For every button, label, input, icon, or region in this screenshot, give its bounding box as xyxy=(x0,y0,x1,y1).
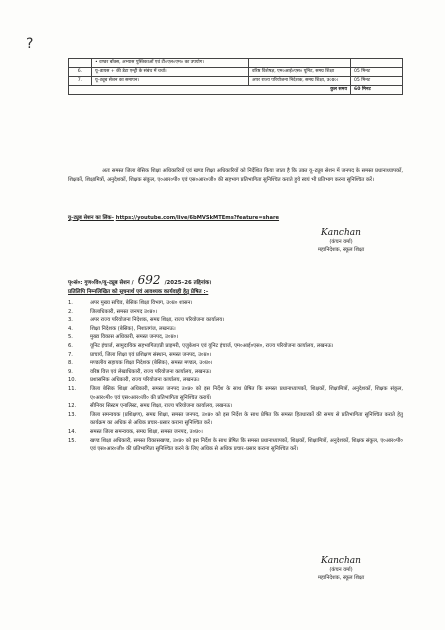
reference-suffix: /2025–26 तद्दिनांक। xyxy=(164,280,212,286)
list-item: 12. सीनियर सिस्टम एनालिस्ट, समग्र शिक्षा, राज्य परियोजना कार्यालय, लखनऊ। xyxy=(68,403,233,410)
signature-image: Kanchan xyxy=(321,228,361,238)
signatory-name: (कंचन वर्मा) xyxy=(329,567,353,573)
total-label: कुल समय xyxy=(69,86,351,95)
row-time xyxy=(351,59,403,68)
table-row xyxy=(69,59,403,68)
list-item: 13. जिला समन्वयक (प्रशिक्षण), समग्र शिक्षा, समस्त जनपद, उ०प्र० को इस निर्देश के साथ प्रेषित कि समस्त हितधारकों की समय से प्रतिभागिता सुनिश्चित कराते हेतु कार्यक्रम का अधिक से अधिक प्रचार–प्रसार कराना सुनिश्चित करें। xyxy=(68,411,403,427)
list-item: 4. शिक्षा निदेशक (बेसिक), निशातगंज, लखनऊ। xyxy=(68,325,176,332)
reference-prefix: पृ०सं०: गुण०वि०/यू–ट्यूब सेशन / xyxy=(68,280,134,286)
schedule-table xyxy=(68,58,403,95)
signatory-designation: महानिदेशक, स्कूल शिक्षा xyxy=(317,575,365,581)
list-item: 10. प्रशासनिक अधिकारी, राज्य परियोजना कार्यालय, लखनऊ। xyxy=(68,377,200,384)
youtube-link[interactable]: https://youtube.com/live/6bMVSkMTEms?feature=share xyxy=(115,215,280,221)
row-time: 05 मिनट xyxy=(351,77,403,86)
link-label: यू–ट्यूब सेशन का लिंक– xyxy=(68,215,114,221)
copy-heading: प्रतिलिपि निम्नलिखित को सूचनार्थ एवं आवश्यक कार्यवाही हेतु प्रेषित :– xyxy=(68,289,209,295)
list-item: 15. खण्ड शिक्षा अधिकारी, समस्त विकासखण्ड, उ०प्र० को इस निर्देश के साथ प्रेषित कि समस्त प्रधानाध्यापकों, शिक्षकों, शिक्षामित्रों, अनुदेशकों, शिक्षक संकुल, ए०आर०पी० एवं एस०आर०जी० की प्रतिभागिता सुनिश्चित करने के लिए अधिक से अधिक प्रचार–प्रसार कराना सुनिश्चित करें। xyxy=(68,437,403,453)
signature-image: Kanchan xyxy=(321,556,361,566)
list-item: 11. जिला बेसिक शिक्षा अधिकारी, समस्त जनपद उ०प्र० को इस निर्देश के साथ प्रेषित कि समस्त प्रधानाध्यापकों, शिक्षकों, शिक्षामित्रों, अनुदेशकों, शिक्षक संकुल, ए०आर०पी० एवं एस०आर०जी० की प्रतिभागिता सुनिश्चित करायें। xyxy=(68,385,403,401)
list-item: 6. यूनिट इंचार्ज, सामुदायिक सहभागिता/प्री प्राइमरी, एजुकेशन एवं यूनिट इंचार्ज, एम०आई०एस०, राज्य परियोजना कार्यालय, लखनऊ। xyxy=(68,342,334,349)
row-activity: • वण्डर बॉक्स, अभ्यास पुस्तिकाओं एवं टी०एल०एम० का उपयोग। xyxy=(92,59,249,68)
row-resource: अपर राज्य परियोजना निदेशक, समग्र शिक्षा, उ०प्र०। xyxy=(249,77,351,86)
list-item: 9. वरिष्ठ वित्त एवं लेखाधिकारी, राज्य परियोजना कार्यालय, लखनऊ। xyxy=(68,368,212,375)
list-item: 3. अपर राज्य परियोजना निदेशक, समग्र शिक्षा, राज्य परियोजना कार्यालय। xyxy=(68,317,225,324)
link-line xyxy=(68,213,403,221)
table-row xyxy=(69,77,403,86)
signature-block-top xyxy=(296,228,386,254)
instruction-paragraph xyxy=(68,167,403,184)
table-row xyxy=(69,68,403,77)
row-number: 6. xyxy=(69,68,92,77)
total-value: 60 मिनट xyxy=(351,86,403,95)
list-item: 14. समस्त जिला समन्वयक, समग्र शिक्षा, समस्त जनपद, उ०प्र०। xyxy=(68,428,203,435)
corner-mark: ? xyxy=(26,36,34,52)
row-activity: यू–डायस + की डेटा एन्ट्री के संबंध में चर्चा। xyxy=(92,68,249,77)
row-resource xyxy=(249,59,351,68)
signatory-designation: महानिदेशक, स्कूल शिक्षा xyxy=(317,247,365,253)
signatory-name: (कंचन वर्मा) xyxy=(329,239,353,245)
reference-number: 692 xyxy=(137,273,161,287)
list-item: 2. जिलाधिकारी, समस्त जनपद उ०प्र०। xyxy=(68,308,158,315)
table-total-row xyxy=(69,86,403,95)
reference-line xyxy=(68,273,211,287)
list-item: 7. प्राचार्य, जिला शिक्षा एवं प्रशिक्षण संस्थान, समस्त जनपद, उ०प्र०। xyxy=(68,351,212,358)
distribution-list xyxy=(68,299,403,454)
paragraph-text: अतः समस्त जिला बेसिक शिक्षा अधिकारियों एवं खण्ड शिक्षा अधिकारियों को निर्देशित किया जाता है कि उक्त यू–ट्यूब सेशन में जनपद के समस्त प्रधानाध्यापकों, शिक्षकों, शिक्षामित्रों, अनुदेशकों, शिक्षक संकुल, ए०आर०पी० एवं एस०आर०जी० की सहभाग प्रतिभागिता सुनिश्चित कराते हुये स्वयं भी प्रतिभाग करना सुनिश्चित करें। xyxy=(68,168,403,183)
row-activity: यू–ट्यूब सेशन का समापन। xyxy=(92,77,249,86)
row-number: 7. xyxy=(69,77,92,86)
list-item: 5. मुख्य विकास अधिकारी, समस्त जनपद, उ०प्र०। xyxy=(68,334,179,341)
row-time: 05 मिनट xyxy=(351,68,403,77)
list-item: 1. अपर मुख्य सचिव, बेसिक शिक्षा विभाग, उ०प्र० शासन। xyxy=(68,300,193,306)
row-resource: वरिष्ठ विशेषज्ञ, एम०आई०एस० यूनिट, समग्र शिक्षा xyxy=(249,68,351,77)
signature-block-bottom xyxy=(296,556,386,582)
row-number xyxy=(69,59,92,68)
list-item: 8. मण्डलीय सहायक शिक्षा निदेशक (बेसिक), समस्त मण्डल, उ०प्र०। xyxy=(68,360,213,367)
